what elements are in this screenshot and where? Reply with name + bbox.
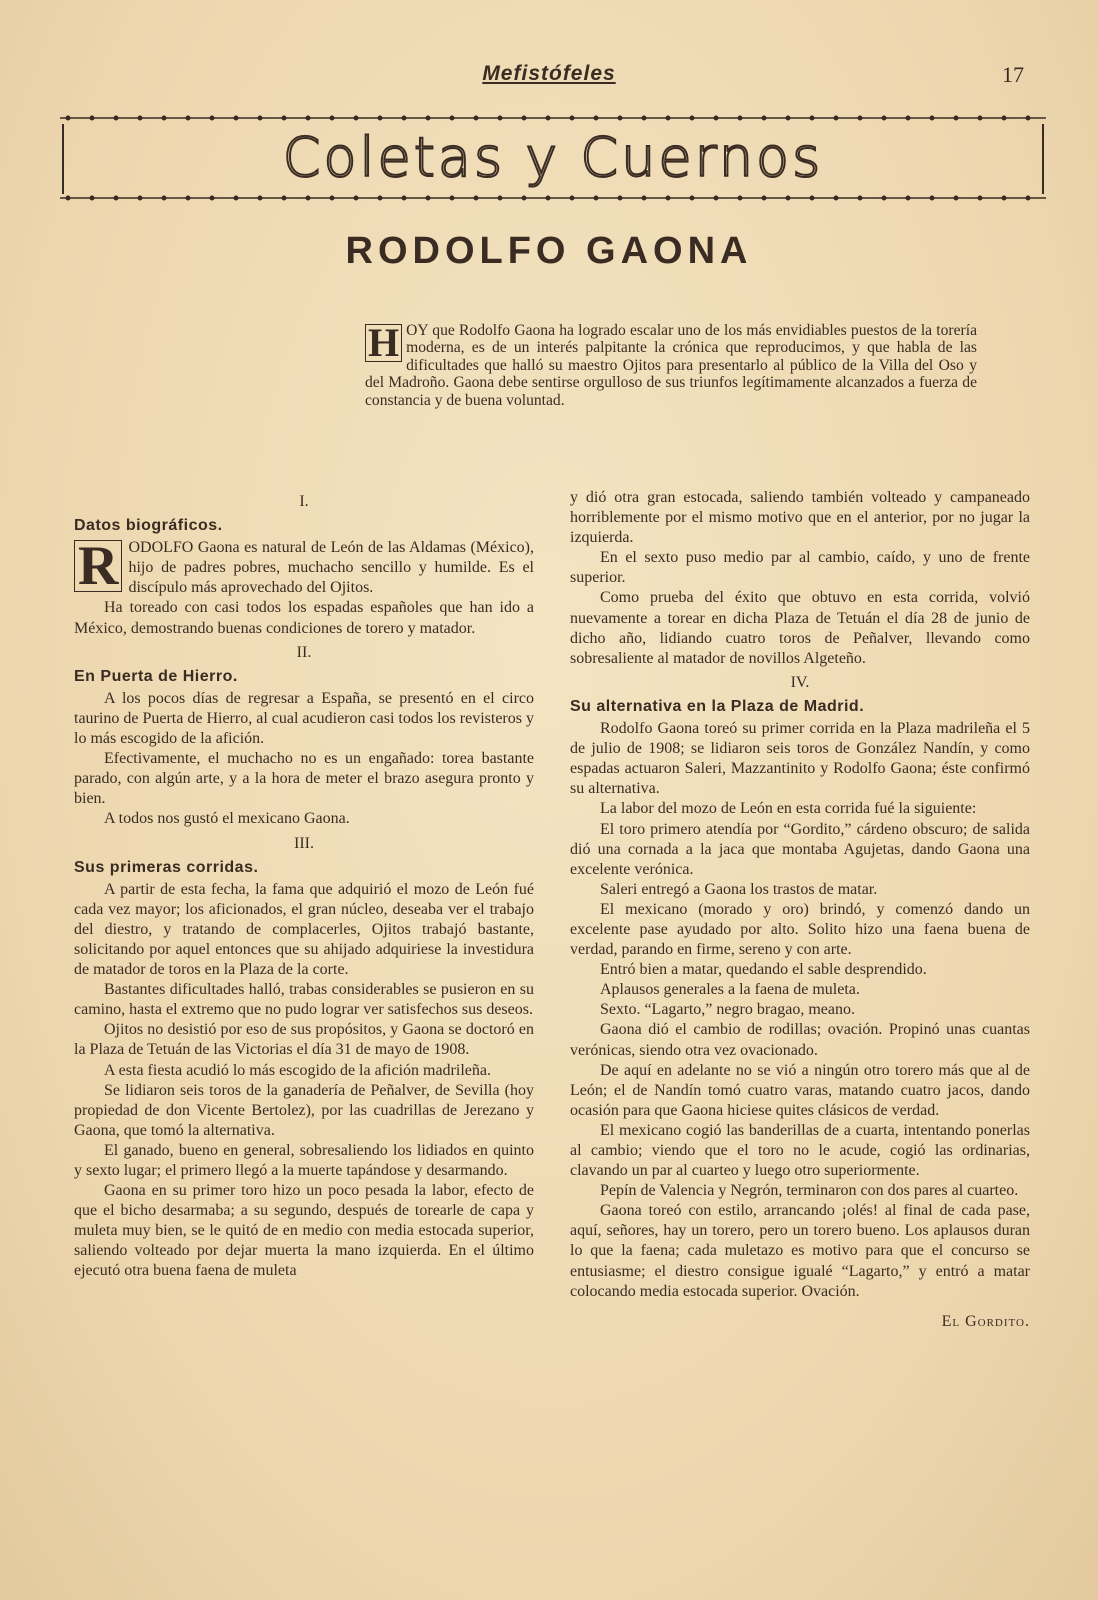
paragraph: El ganado, bueno en general, sobresaliendo los lidiados en quinto y sexto lugar; el primero llegó a la muerte tapándose y desarmando. [74, 1141, 534, 1179]
section-number: II. [296, 643, 312, 661]
column-left [74, 488, 534, 1282]
author-signature: El Gordito. [941, 1312, 1030, 1330]
paragraph: y dió otra gran estocada, saliendo también volteado y campaneado horriblemente por el mismo motivo que en el anterior, por no jugar la izquierda. [570, 489, 1030, 547]
paragraph: Rodolfo Gaona toreó su primer corrida en la Plaza madrileña el 5 de julio de 1908; se lidiaron seis toros de González Nandín, y como espadas actuaron Saleri, Mazzantinito y Rodolfo Gaona; éste confirmó su alternativa. [570, 720, 1030, 798]
paragraph: El mexicano cogió las banderillas de a cuarta, intentando ponerlas al cambio; viendo que el toro no le acude, cogió las ordinarias, clavando un par al cuarteo y luego otro superiormente. [570, 1121, 1030, 1180]
paragraph: La labor del mozo de León en esta corrida fué la siguiente: [600, 800, 977, 818]
paragraph: Saleri entregó a Gaona los trastos de matar. [600, 880, 878, 898]
paragraph: Ha toreado con casi todos los espadas españoles que han ido a México, demostrando buenas condiciones de torero y matador. [74, 599, 534, 637]
paragraph: Sexto. “Lagarto,” negro bragao, meano. [600, 1001, 856, 1019]
intro-dropcap: H [365, 324, 402, 362]
section-title: Su alternativa en la Plaza de Madrid. [570, 697, 865, 715]
page-number: 17 [1002, 62, 1024, 87]
ornament-top [60, 112, 1046, 124]
page-header [0, 62, 1098, 92]
ornament-bottom [60, 192, 1046, 204]
banner-title: Coletas y Cuernos [282, 126, 824, 189]
paragraph: Efectivamente, el muchacho no es un engañado: torea bastante parado, con algún arte, y a la hora de meter el brazo asegura pronto y bien. [74, 750, 534, 808]
section-title: Datos biográficos. [74, 517, 223, 535]
intro-text: OY que Rodolfo Gaona ha logrado escalar uno de los más envidiables puestos de la torería moderna, es de un interés palpitante la crónica que reproducimos, y que habla de las dificultades que halló su maestro Ojitos para presentarlo al público de la Villa del Oso y del Madroño. Gaona debe sentirse orgulloso de sus triunfos legítimamente alcanzados a fuerza de constancia y de buena voluntad. [365, 322, 977, 409]
article-intro [365, 322, 977, 409]
section-number: IV. [790, 673, 810, 691]
paragraph: A partir de esta fecha, la fama que adquirió el mozo de León fué cada vez mayor; los aficionados, el gran núcleo, deseaba ver el trabajo del diestro, y tratando de complacerles, Ojitos trabajó bastante, solicitando por aquel entonces que su ahijado adquiriese la investidura de matador de toros en la Plaza de la corte. [74, 880, 534, 979]
paragraph: Aplausos generales a la faena de muleta. [600, 981, 860, 999]
section-dropcap: R [74, 540, 122, 592]
paragraph: Bastantes dificultades halló, trabas considerables se pusieron en su camino, hasta el extremo que no pudo lograr ver satisfechos sus deseos. [74, 981, 534, 1019]
paragraph: Pepín de Valencia y Negrón, terminaron con dos pares al cuarteo. [600, 1182, 1019, 1200]
paragraph: Gaona en su primer toro hizo un poco pesada la labor, efecto de que el bicho desarmaba; a su segundo, después de torearle de capa y muleta muy bien, se le quitó de en medio con media estocada superior, saliendo volteado por dejar muerta la mano izquierda. En el último ejecutó otra buena faena de muleta [74, 1182, 534, 1280]
paragraph: El toro primero atendía por “Gordito,” cárdeno obscuro; de salida dió una cornada a la jaca que montaba Agujetas, dando Gaona una excelente verónica. [570, 820, 1030, 878]
section-banner [60, 112, 1046, 204]
section-number: I. [299, 493, 309, 510]
section-number: III. [294, 834, 314, 852]
paragraph: Gaona dió el cambio de rodillas; ovación. Propinó unas cuantas verónicas, siendo otra vez ovacionado. [570, 1021, 1030, 1059]
paragraph: A esta fiesta acudió lo más escogido de la afición madrileña. [104, 1061, 491, 1079]
paragraph: En el sexto puso medio par al cambio, caído, y uno de frente superior. [570, 549, 1030, 587]
paragraph: Gaona toreó con estilo, arrancando ¡olés! al final de cada pase, aquí, señores, hay un torero, pero un torero bueno. Los aplausos duran lo que la faena; cada muletazo es motivo para que el concurso se entusiasme; el diestro consigue igualé “Lagarto,” y entró a matar colocando media estocada superior. Ovación. [570, 1202, 1030, 1300]
article-headline: RODOLFO GAONA [345, 230, 753, 272]
paragraph: El mexicano (morado y oro) brindó, y comenzó dando un excelente pase ayudado por alto. Solito hizo una faena buena de verdad, parando en firme, sereno y con arte. [570, 900, 1030, 959]
paragraph: Se lidiaron seis toros de la ganadería de Peñalver, de Sevilla (hoy propiedad de don Vicente Bertolez), por las cuadrillas de Jerezano y Gaona, que tomó la alternativa. [74, 1081, 534, 1139]
section-title: En Puerta de Hierro. [74, 667, 238, 685]
paragraph: A todos nos gustó el mexicano Gaona. [104, 810, 350, 828]
paragraph: De aquí en adelante no se vió a ningún otro torero más que al de León; el de Nandín tomó cuatro varas, matando cuatro jacos, dando ocasión para que Gaona hiciese quites clásicos de verdad. [570, 1061, 1030, 1119]
paragraph: A los pocos días de regresar a España, se presentó en el circo taurino de Puerta de Hierro, al cual acudieron casi todos los revisteros y lo más escogido de la afición. [74, 689, 534, 748]
section-title: Sus primeras corridas. [74, 858, 259, 876]
journal-title: Mefistófeles [482, 62, 616, 85]
column-right [570, 488, 1030, 1332]
paragraph: Entró bien a matar, quedando el sable desprendido. [600, 961, 927, 979]
paragraph: Como prueba del éxito que obtuvo en esta corrida, volvió nuevamente a torear en dicha Plaza de Tetuán el día 28 de junio de dicho año, lidiando cuatro toros de Peñalver, llevando como sobresaliente al matador de novillos Algeteño. [570, 589, 1030, 667]
paragraph: Ojitos no desistió por eso de sus propósitos, y Gaona se doctoró en la Plaza de Tetuán de las Victorias el día 31 de mayo de 1908. [74, 1021, 534, 1059]
paragraph: R ODOLFO Gaona es natural de León de las Aldamas (México), hijo de padres pobres, muchacho sencillo y humilde. Es el discípulo más aprovechado del Ojitos. [74, 538, 534, 598]
